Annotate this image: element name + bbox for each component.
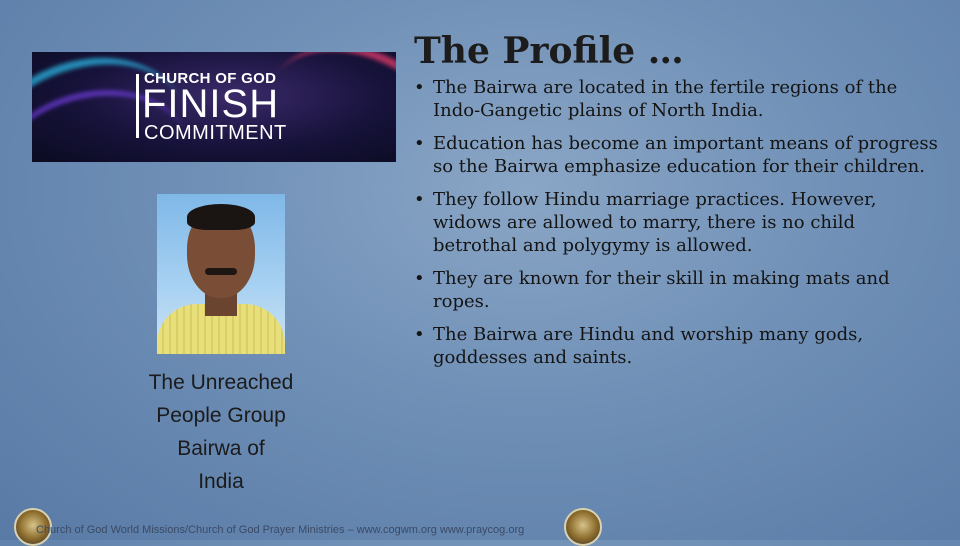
footer (16, 520, 616, 540)
logo-text-line2: FINISH (142, 82, 280, 126)
bullet-text: They follow Hindu marriage practices. However, widows are allowed to marry, there is no child betrothal and polygymy is allowed. (433, 189, 877, 256)
photo-hair (187, 204, 255, 230)
caption-line: Bairwa of (177, 437, 265, 460)
people-group-caption (121, 366, 321, 498)
logo-text-line3: COMMITMENT (144, 122, 287, 144)
caption-line: People Group (156, 404, 286, 427)
bairwa-man-photo (157, 194, 285, 354)
slide-title: The Profile … (414, 30, 684, 72)
logo-divider (136, 74, 139, 138)
caption-line: The Unreached (148, 371, 294, 394)
bullet-text: Education has become an important means of progress so the Bairwa emphasize education for their children. (433, 133, 938, 177)
bullet-text: The Bairwa are Hindu and worship many gods, goddesses and saints. (433, 324, 864, 368)
photo-mustache (205, 268, 237, 275)
bullet-dot: • (414, 324, 425, 345)
bullet-item (414, 323, 942, 369)
logo-text-line1: CHURCH OF GOD (144, 70, 277, 87)
bullet-text: They are known for their skill in making mats and ropes. (433, 268, 890, 312)
bullet-item (414, 76, 942, 122)
caption-line: India (198, 470, 244, 493)
bullet-dot: • (414, 268, 425, 289)
bullet-item (414, 267, 942, 313)
bullet-item (414, 188, 942, 257)
bullet-dot: • (414, 77, 425, 98)
profile-bullet-list (414, 76, 942, 379)
bullet-text: The Bairwa are located in the fertile regions of the Indo-Gangetic plains of North India. (433, 77, 898, 121)
cog-prayer-ministries-seal-icon (564, 508, 602, 546)
bullet-dot: • (414, 189, 425, 210)
bullet-item (414, 132, 942, 178)
church-of-god-finish-commitment-logo (32, 52, 396, 162)
bullet-dot: • (414, 133, 425, 154)
footer-text: Church of God World Missions/Church of God Prayer Ministries – www.cogwm.org www.praycog.org (36, 524, 525, 536)
